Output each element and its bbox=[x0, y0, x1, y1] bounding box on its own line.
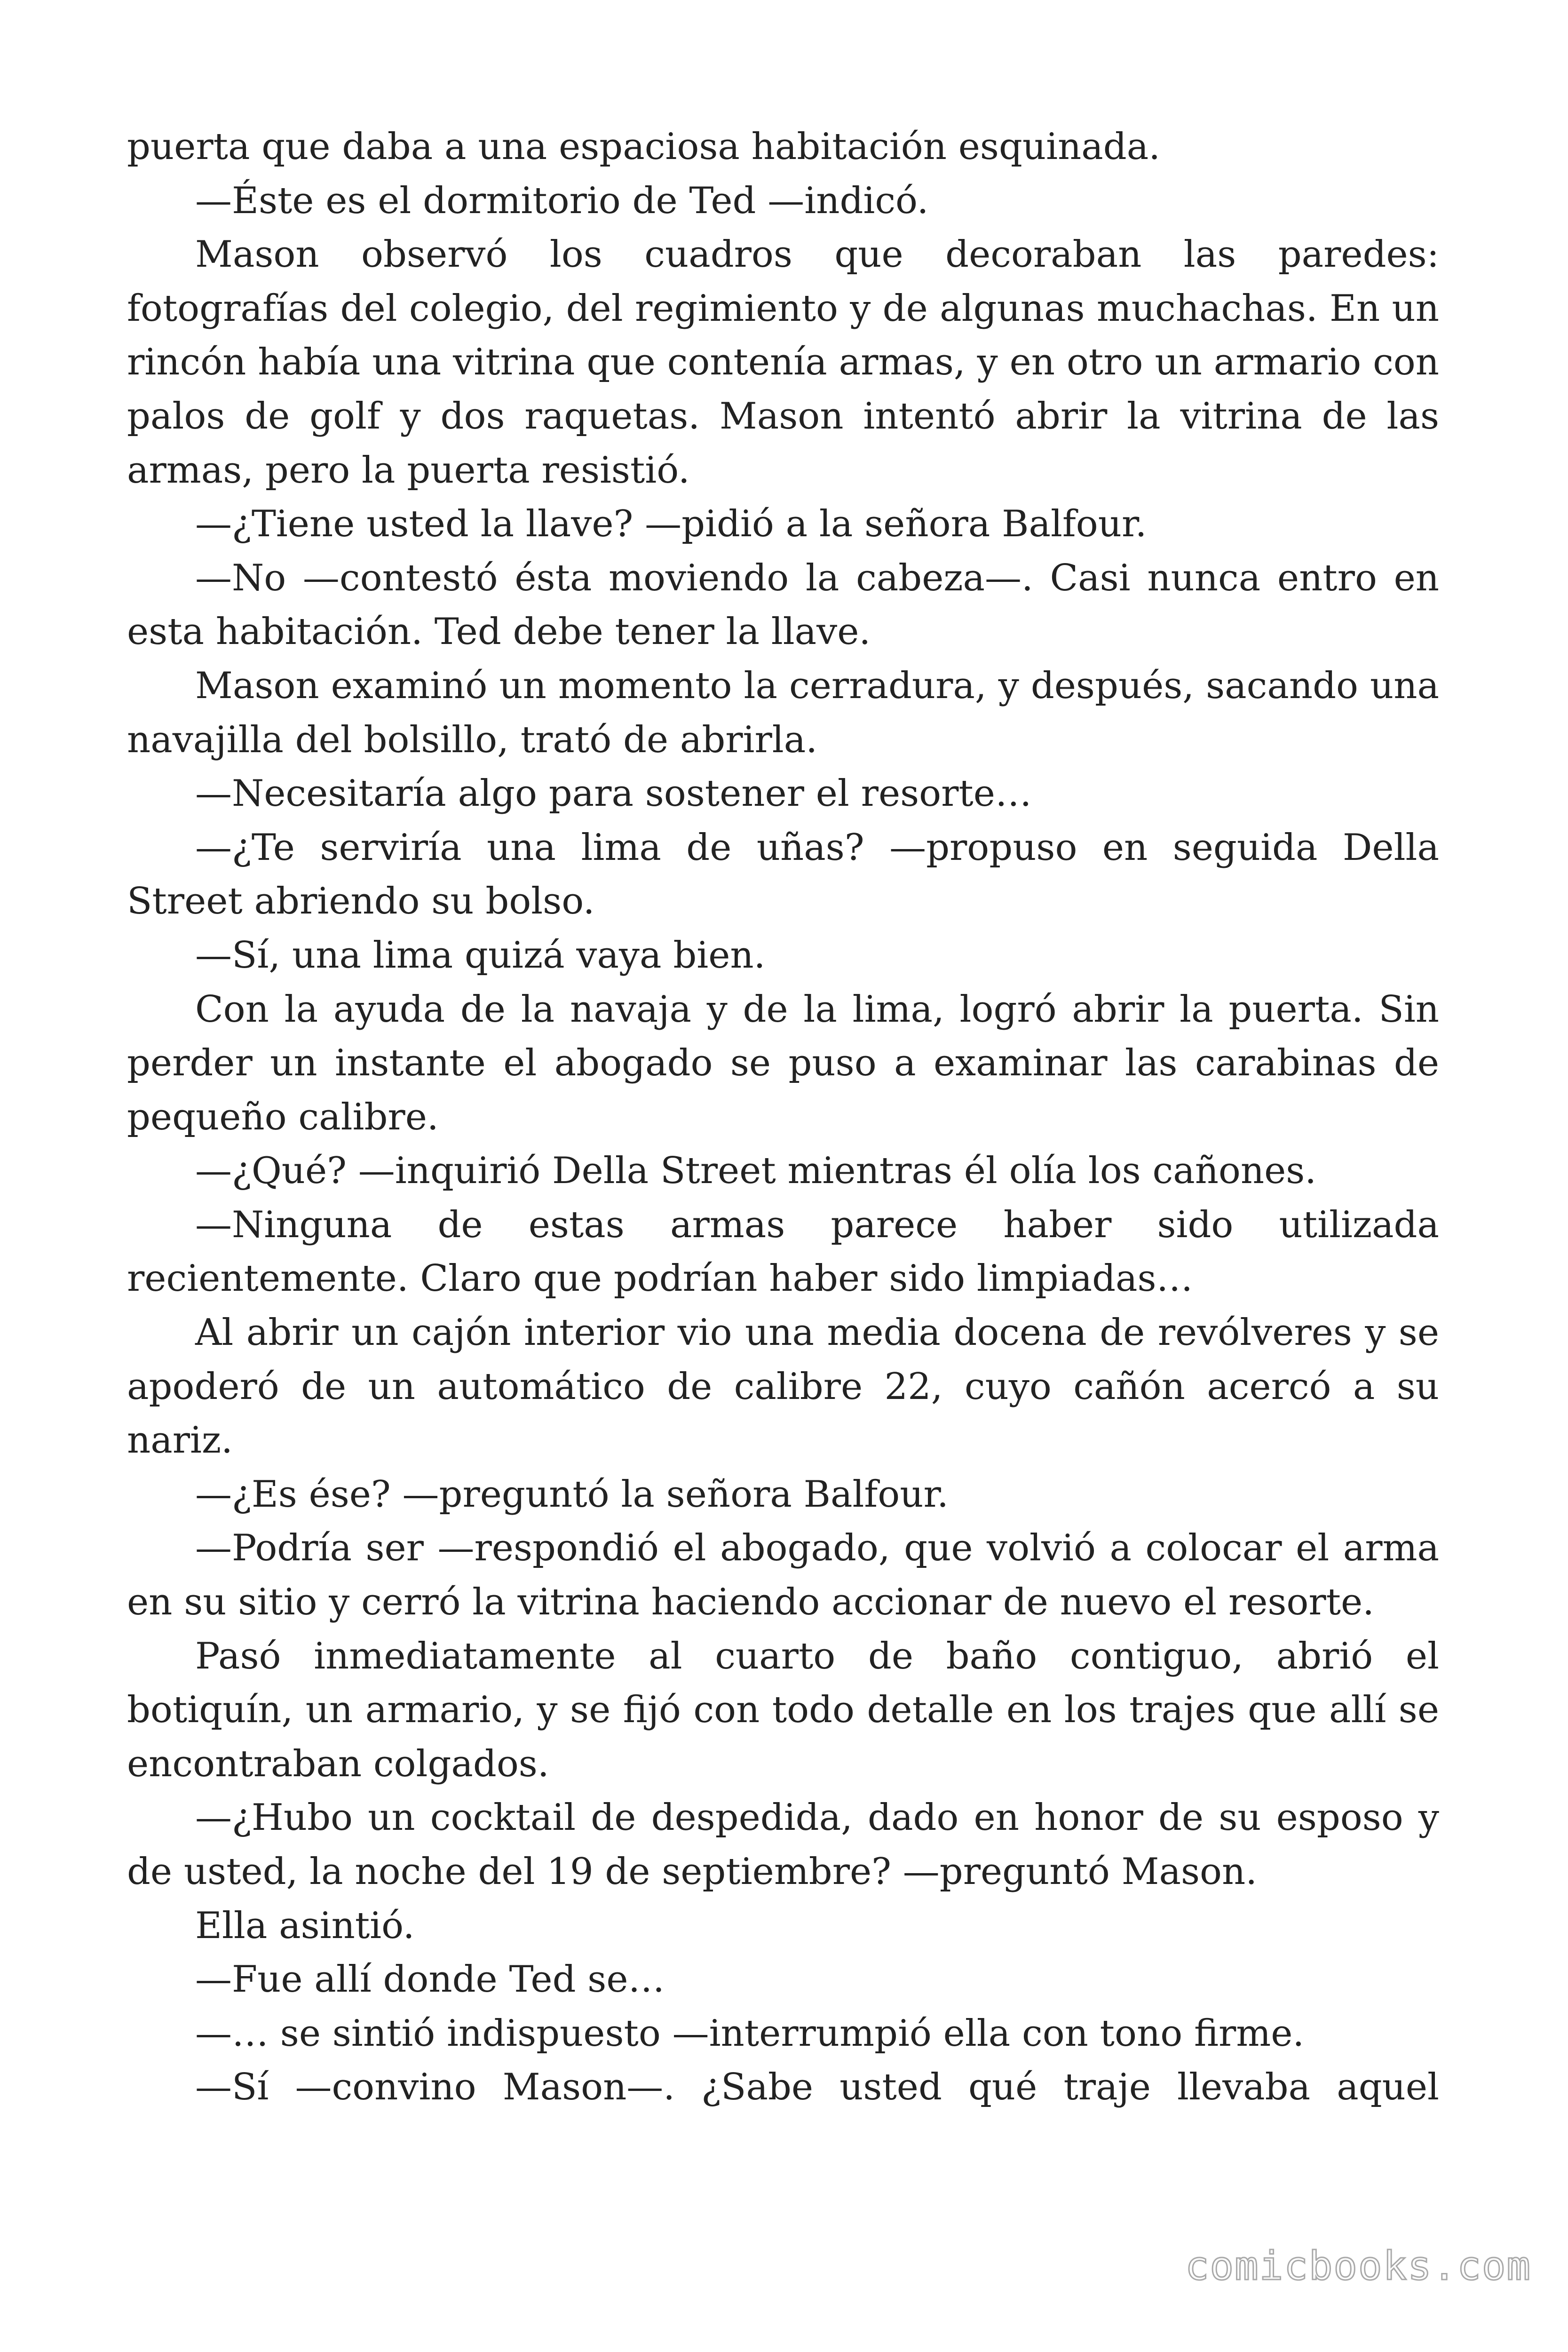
paragraph: —Fue allí donde Ted se… bbox=[195, 1958, 665, 2001]
paragraph: —¿Qué? —inquirió Della Street mientras él olía los cañones. bbox=[195, 1150, 1317, 1192]
paragraph: Al abrir un cajón interior vio una media docena de revólveres y se apoderó de un automático de calibre 22, cuyo cañón acercó a su nariz. bbox=[127, 1311, 1439, 1462]
paragraph: —Éste es el dormitorio de Ted —indicó. bbox=[195, 179, 929, 222]
paragraph: —Podría ser —respondió el abogado, que volvió a colocar el arma en su sitio y cerró la vitrina haciendo accionar de nuevo el resorte. bbox=[127, 1527, 1439, 1624]
paragraph: Con la ayuda de la navaja y de la lima, logró abrir la puerta. Sin perder un instante el abogado se puso a examinar las carabinas de pequeño calibre. bbox=[127, 988, 1439, 1138]
paragraph: Ella asintió. bbox=[195, 1904, 415, 1947]
paragraph: puerta que daba a una espaciosa habitación esquinada. bbox=[127, 126, 1160, 168]
paragraph: —¿Tiene usted la llave? —pidió a la señora Balfour. bbox=[195, 503, 1147, 546]
body-text bbox=[127, 120, 1439, 2114]
paragraph: —¿Hubo un cocktail de despedida, dado en honor de su esposo y de usted, la noche del 19 de septiembre? —preguntó Mason. bbox=[127, 1796, 1439, 1893]
paragraph: Mason observó los cuadros que decoraban las paredes: fotografías del colegio, del regimiento y de algunas muchachas. En un rincón había una vitrina que contenía armas, y en otro un armario con palos de golf y dos raquetas. Mason intentó abrir la vitrina de las armas, pero la puerta resistió. bbox=[127, 233, 1439, 492]
paragraph: —¿Te serviría una lima de uñas? —propuso en seguida Della Street abriendo su bolso. bbox=[127, 826, 1439, 923]
paragraph: Pasó inmediatamente al cuarto de baño contiguo, abrió el botiquín, un armario, y se fijó con todo detalle en los trajes que allí se encontraban colgados. bbox=[127, 1635, 1439, 1785]
paragraph: —No —contestó ésta moviendo la cabeza—. Casi nunca entro en esta habitación. Ted debe tener la llave. bbox=[127, 556, 1439, 653]
paragraph: Mason examinó un momento la cerradura, y después, sacando una navajilla del bolsillo, trató de abrirla. bbox=[127, 664, 1439, 761]
paragraph: —… se sintió indispuesto —interrumpió ella con tono firme. bbox=[195, 2012, 1305, 2055]
watermark-text: comicbooks.com bbox=[1185, 2243, 1531, 2289]
paragraph: —Ninguna de estas armas parece haber sido utilizada recientemente. Claro que podrían haber sido limpiadas… bbox=[127, 1203, 1439, 1300]
paragraph: —Necesitaría algo para sostener el resorte… bbox=[195, 772, 1032, 815]
paragraph: —¿Es ése? —preguntó la señora Balfour. bbox=[195, 1473, 949, 1516]
paragraph-continued: —Sí —convino Mason—. ¿Sabe usted qué traje llevaba aquel bbox=[195, 2066, 1439, 2109]
paragraph: —Sí, una lima quizá vaya bien. bbox=[195, 934, 766, 977]
